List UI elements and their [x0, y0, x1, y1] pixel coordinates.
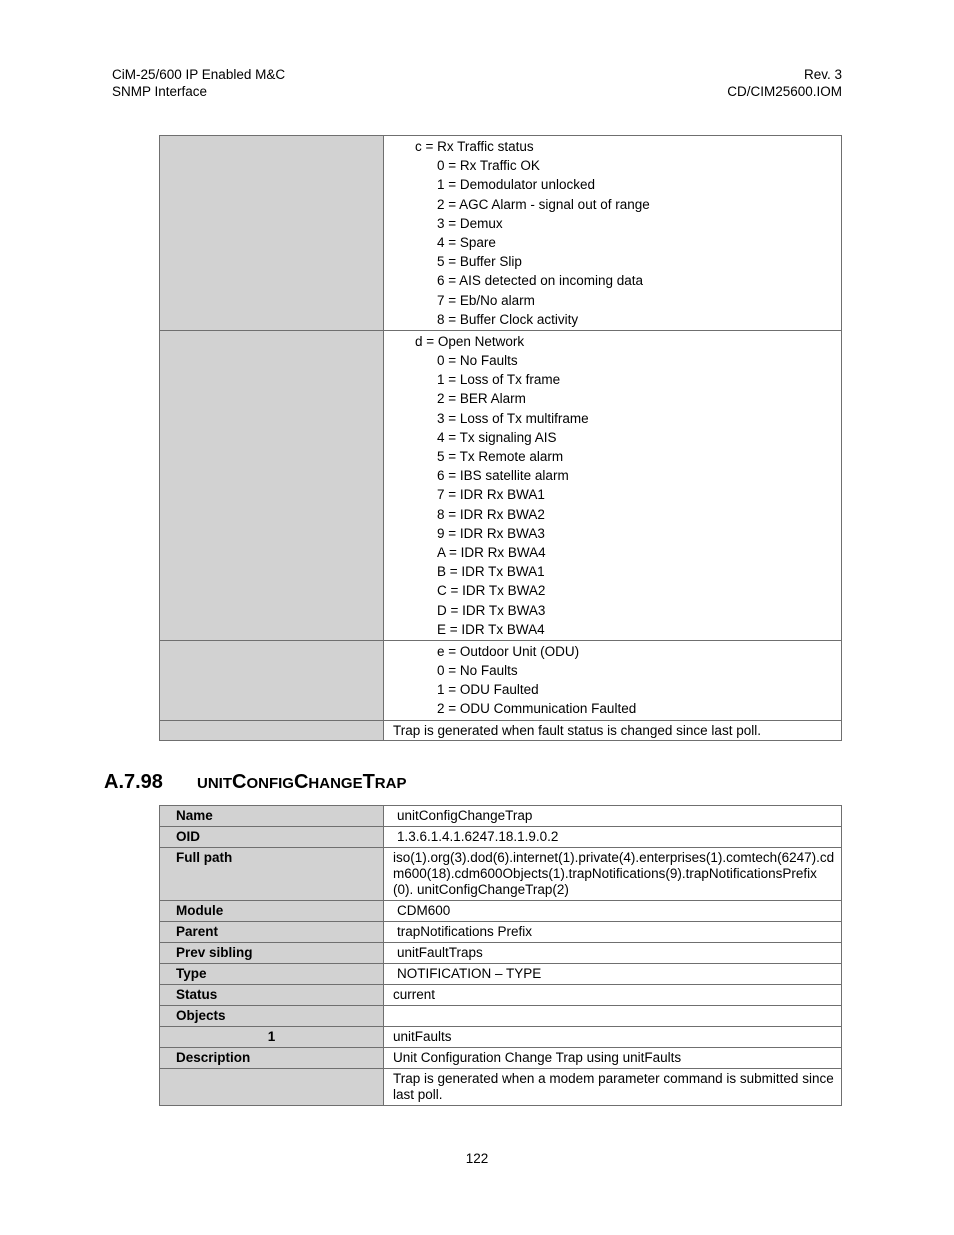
list-item: A = IDR Rx BWA4	[437, 544, 546, 560]
list-item: C = IDR Tx BWA2	[437, 583, 546, 599]
description-value: Unit Configuration Change Trap using unitFaults	[384, 1048, 842, 1069]
page-header-right	[727, 67, 842, 100]
section-title-part: HANGE	[308, 775, 363, 792]
module-label: Module	[160, 901, 384, 922]
table-row-trap-note	[160, 720, 842, 740]
header-product-title: CiM-25/600 IP Enabled M&C	[112, 67, 286, 82]
table-row	[160, 1069, 842, 1106]
table-row	[160, 1006, 842, 1027]
section-title-part: RAP	[374, 775, 407, 792]
description-extra: Trap is generated when a modem parameter command is submitted since last poll.	[384, 1069, 842, 1106]
block-title: c = Rx Traffic status	[415, 139, 534, 154]
oid-value: 1.3.6.1.4.1.6247.18.1.9.0.2	[384, 827, 842, 848]
oid-label: OID	[160, 827, 384, 848]
type-value: NOTIFICATION – TYPE	[384, 964, 842, 985]
table-row-open-network	[160, 330, 842, 640]
section-title-part: C	[232, 771, 247, 793]
section-title-part: UNIT	[197, 775, 232, 792]
list-item: 4 = Spare	[437, 234, 496, 250]
object-value: unitFaults	[384, 1027, 842, 1048]
trap-note-cell: Trap is generated when fault status is changed since last poll.	[384, 720, 842, 740]
list-item: 4 = Tx signaling AIS	[437, 429, 557, 445]
list-item: 1 = ODU Faulted	[437, 682, 539, 698]
status-label: Status	[160, 985, 384, 1006]
list-item: 1 = Demodulator unlocked	[437, 177, 595, 193]
header-doc-id: CD/CIM25600.IOM	[727, 83, 842, 99]
prev-sibling-label: Prev sibling	[160, 943, 384, 964]
list-item: 1 = Loss of Tx frame	[437, 372, 561, 388]
list-item: 2 = BER Alarm	[437, 391, 526, 407]
list-item: 7 = IDR Rx BWA1	[437, 487, 545, 503]
list-item: 5 = Buffer Slip	[437, 254, 522, 270]
list-item: 0 = No Faults	[437, 663, 518, 679]
rx-traffic-status-cell	[384, 136, 842, 331]
parent-label: Parent	[160, 922, 384, 943]
header-revision: Rev. 3	[803, 67, 842, 82]
parent-value: trapNotifications Prefix	[384, 922, 842, 943]
list-item: 0 = Rx Traffic OK	[437, 158, 540, 174]
status-value: current	[384, 985, 842, 1006]
table-row	[160, 901, 842, 922]
table-row	[160, 943, 842, 964]
objects-value	[384, 1006, 842, 1027]
row-label-cell	[160, 640, 384, 720]
list-item: E = IDR Tx BWA4	[437, 621, 545, 637]
list-item: 3 = Demux	[437, 215, 503, 231]
row-label-cell	[160, 330, 384, 640]
type-label: Type	[160, 964, 384, 985]
list-item: 7 = Eb/No alarm	[437, 292, 535, 308]
section-title-part: ONFIG	[246, 775, 294, 792]
section-number: A.7.98	[104, 771, 163, 793]
name-value: unitConfigChangeTrap	[384, 806, 842, 827]
section-title	[197, 771, 407, 793]
fault-status-table-continued	[159, 135, 842, 741]
objects-label: Objects	[160, 1006, 384, 1027]
table-row	[160, 806, 842, 827]
block-title: e = Outdoor Unit (ODU)	[437, 643, 580, 659]
row-label-cell	[160, 1069, 384, 1106]
table-row-odu	[160, 640, 842, 720]
list-item: 9 = IDR Rx BWA3	[437, 525, 545, 541]
module-value: CDM600	[384, 901, 842, 922]
list-item: 0 = No Faults	[437, 353, 518, 369]
list-item: 2 = ODU Communication Faulted	[437, 701, 637, 717]
list-item: B = IDR Tx BWA1	[437, 564, 545, 580]
page-number: 122	[465, 1151, 489, 1166]
row-label-cell	[160, 720, 384, 740]
table-row	[160, 922, 842, 943]
table-row	[160, 964, 842, 985]
object-definition-table	[159, 805, 842, 1106]
row-label-cell	[160, 136, 384, 331]
list-item: 2 = AGC Alarm - signal out of range	[437, 196, 650, 212]
list-item: 8 = Buffer Clock activity	[437, 311, 579, 327]
object-index: 1	[160, 1027, 384, 1048]
section-heading	[104, 769, 406, 797]
description-label: Description	[160, 1048, 384, 1069]
list-item: 5 = Tx Remote alarm	[437, 449, 564, 464]
table-row	[160, 848, 842, 901]
section-title-part: T	[362, 771, 375, 793]
block-title: d = Open Network	[415, 333, 525, 349]
table-row	[160, 1048, 842, 1069]
list-item: 6 = IBS satellite alarm	[437, 468, 569, 484]
list-item: 6 = AIS detected on incoming data	[437, 273, 644, 289]
outdoor-unit-cell	[384, 640, 842, 720]
table-row	[160, 827, 842, 848]
fullpath-label: Full path	[160, 848, 384, 901]
prev-sibling-value: unitFaultTraps	[384, 943, 842, 964]
table-row-rx-traffic	[160, 136, 842, 331]
open-network-cell	[384, 330, 842, 640]
fullpath-value: iso(1).org(3).dod(6).internet(1).private(4).enterprises(1).comtech(6247).cdm600(18).cdm600Objects(1).trapNotifications(9).trapNotificationsPrefix(0). unitConfigChangeTrap(2)	[384, 848, 842, 901]
page-header-left	[112, 67, 285, 100]
table-row	[160, 1027, 842, 1048]
list-item: 3 = Loss of Tx multiframe	[437, 410, 589, 426]
name-label: Name	[160, 806, 384, 827]
table-row	[160, 985, 842, 1006]
header-subtitle: SNMP Interface	[112, 83, 208, 99]
list-item: D = IDR Tx BWA3	[437, 602, 546, 618]
list-item: 8 = IDR Rx BWA2	[437, 506, 545, 522]
section-title-part: C	[293, 771, 309, 793]
